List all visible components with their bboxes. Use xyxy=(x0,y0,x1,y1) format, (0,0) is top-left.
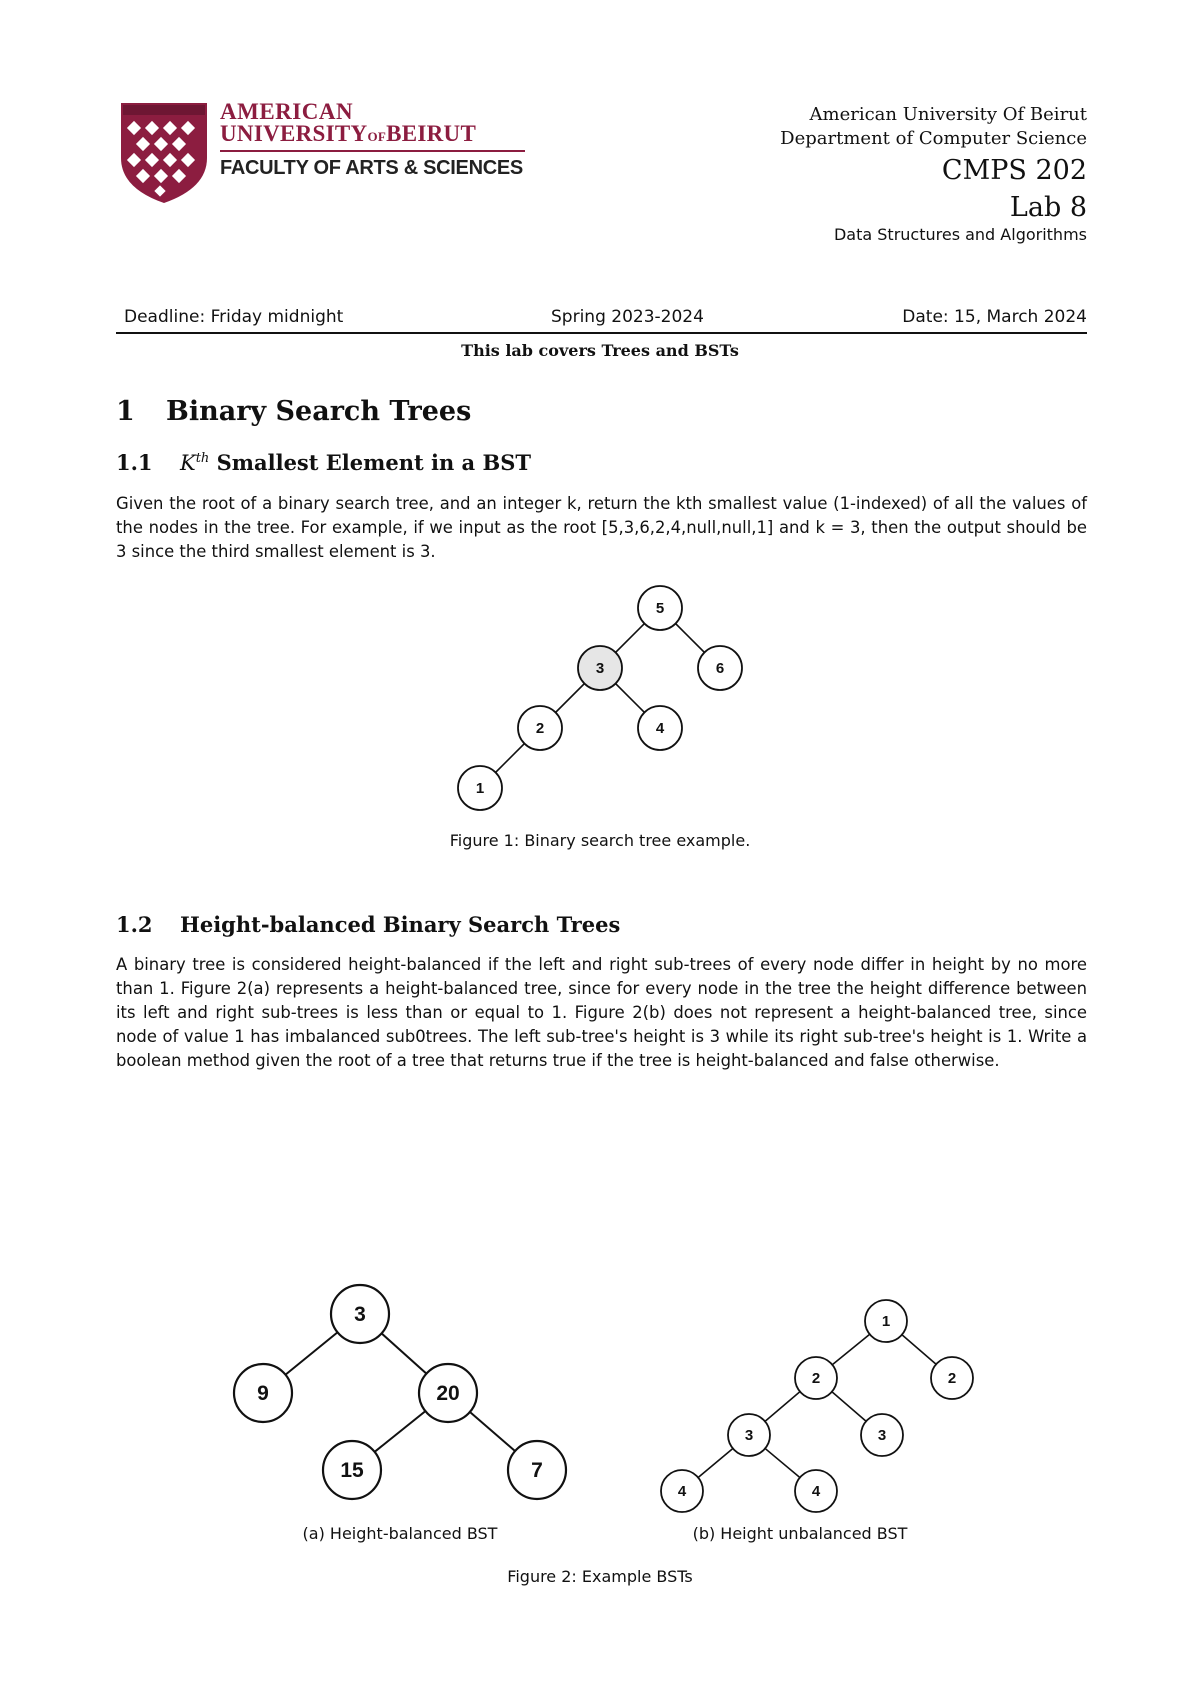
tree-node-label: 3 xyxy=(354,1303,366,1326)
kth-smallest-description: Given the root of a binary search tree, and an integer k, return the kth smallest value (1-indexed) of all the values of the nodes in the tree. For example, if we input as the root [5,3,6,2,4,null,null,1] and k = 3, then the output should be 3 since the third smallest element is 3. xyxy=(116,494,1087,561)
figure1-caption: Figure 1: Binary search tree example. xyxy=(449,831,751,850)
tree-node-label: 9 xyxy=(257,1382,269,1405)
tree-node-label: 2 xyxy=(947,1370,957,1387)
subsection-heading-kth: 1.1 $K^{th}$ Smallest Element in a BST xyxy=(116,450,531,475)
height-balanced-description: A binary tree is considered height-balanced if the left and right sub-trees of every node differ in height by no more than 1. Figure 2(a) represents a height-balanced tree, since for every node in the tree the height difference between its left and right sub-trees is less than or equal to 1. Figure 2(b) does not represent a height-balanced tree, since node of value 1 has imbalanced sub0trees. The left sub-tree's height is 3 while its right sub-tree's height is 1. Write a boolean method given the root of a tree that returns true if the tree is height-balanced and false otherwise. xyxy=(116,955,1087,1070)
tree-node-label: 3 xyxy=(595,660,605,677)
logo-text-american: AMERICAN xyxy=(220,99,354,124)
logo-divider xyxy=(220,150,525,152)
logo-text-faculty: FACULTY OF ARTS & SCIENCES xyxy=(220,157,523,179)
tree-node-label: 20 xyxy=(436,1382,460,1405)
section-heading: 1 Binary Search Trees xyxy=(116,396,472,427)
deadline-text: Deadline: Friday midnight xyxy=(124,307,344,327)
lab-coverage-note: This lab covers Trees and BSTs xyxy=(461,341,739,360)
term-text: Spring 2023-2024 xyxy=(551,307,704,327)
tree-node-label: 7 xyxy=(531,1459,543,1482)
tree-node-label: 2 xyxy=(811,1370,821,1387)
tree-node-label: 5 xyxy=(655,600,665,617)
lab-title: Lab 8 xyxy=(1009,192,1087,223)
header-rule xyxy=(116,332,1087,334)
figure2-caption: Figure 2: Example BSTs xyxy=(507,1567,693,1586)
course-code: CMPS 202 xyxy=(941,155,1087,186)
tree-node-label: 4 xyxy=(677,1483,687,1500)
tree-node-label: 3 xyxy=(877,1427,887,1444)
tree-node-label: 3 xyxy=(744,1427,754,1444)
tree-node-label: 1 xyxy=(881,1313,891,1330)
course-subtitle: Data Structures and Algorithms xyxy=(833,225,1087,244)
date-text: Date: 15, March 2024 xyxy=(902,307,1087,327)
department-name: Department of Computer Science xyxy=(780,128,1087,149)
tree-node-label: 2 xyxy=(535,720,545,737)
figure2b-tree xyxy=(645,1290,975,1520)
university-name: American University Of Beirut xyxy=(809,104,1087,125)
figure2b-caption: (b) Height unbalanced BST xyxy=(692,1524,908,1543)
tree-node-label: 4 xyxy=(655,720,665,737)
tree-node-label: 6 xyxy=(715,660,725,677)
tree-node-label: 4 xyxy=(811,1483,821,1500)
tree-node-label: 1 xyxy=(475,780,485,797)
aub-shield-logo xyxy=(121,103,207,203)
figure2a-tree xyxy=(230,1280,570,1510)
logo-text-university: UNIVERSITYOFBEIRUT xyxy=(220,121,477,146)
subsection-heading-height-balanced: 1.2 Height-balanced Binary Search Trees xyxy=(116,912,621,937)
figure1-tree xyxy=(440,580,760,820)
tree-node-label: 15 xyxy=(340,1459,364,1482)
figure2a-caption: (a) Height-balanced BST xyxy=(302,1524,498,1543)
